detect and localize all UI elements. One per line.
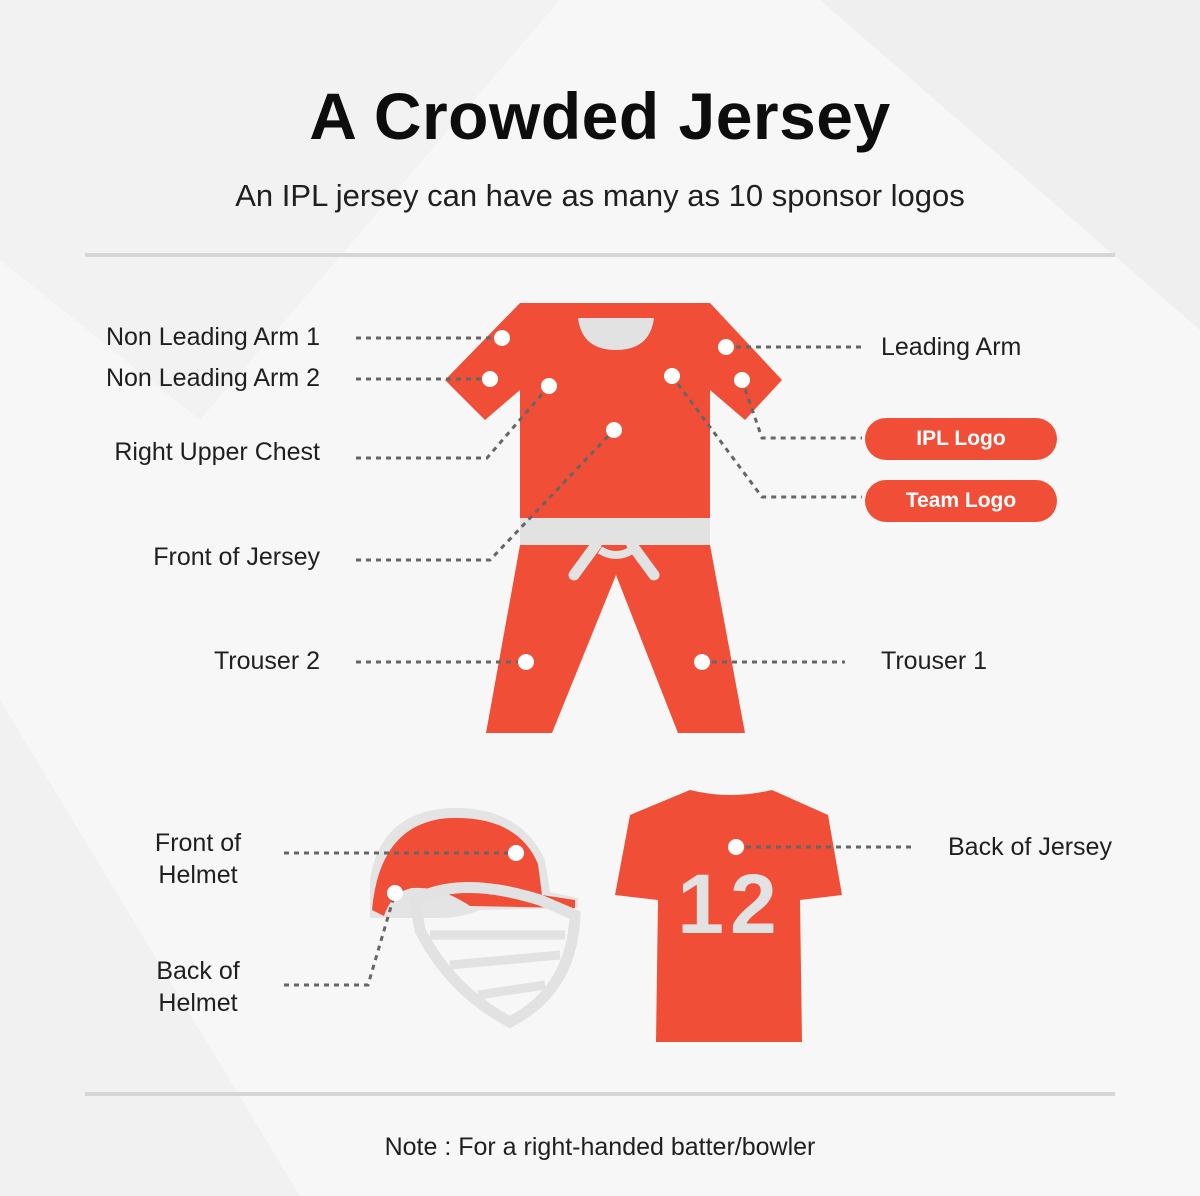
dot-non-leading-arm-1 <box>494 330 510 346</box>
label-front-of-helmet: Front of Helmet <box>154 829 242 889</box>
dot-ipl-logo <box>734 372 750 388</box>
dot-back-of-helmet <box>387 885 403 901</box>
team-logo-pill: Team Logo <box>865 480 1057 522</box>
label-non-leading-arm-1: Non Leading Arm 1 <box>105 323 320 351</box>
dot-trouser-1 <box>694 654 710 670</box>
label-non-leading-arm-2: Non Leading Arm 2 <box>105 364 320 392</box>
helmet <box>370 808 578 1022</box>
ipl-logo-pill: IPL Logo <box>865 418 1057 460</box>
label-front-of-jersey: Front of Jersey <box>153 543 320 571</box>
label-trouser-1: Trouser 1 <box>881 647 988 675</box>
dot-leading-arm <box>718 339 734 355</box>
footnote: Note : For a right-handed batter/bowler <box>384 1133 816 1161</box>
label-leading-arm: Leading Arm <box>881 333 1022 361</box>
dot-back-of-jersey <box>728 839 744 855</box>
dot-team-logo <box>664 368 680 384</box>
trouser-waistband <box>520 518 710 545</box>
trousers <box>486 545 745 733</box>
jersey-number: 12 <box>677 857 783 951</box>
back-jersey <box>615 790 842 1042</box>
label-trouser-2: Trouser 2 <box>213 647 320 675</box>
dot-right-upper-chest <box>541 378 557 394</box>
label-back-of-helmet: Back of Helmet <box>156 957 240 1017</box>
page-title: A Crowded Jersey <box>309 79 891 153</box>
page-subtitle: An IPL jersey can have as many as 10 sponsor logos <box>235 178 965 213</box>
dot-trouser-2 <box>518 654 534 670</box>
label-right-upper-chest: Right Upper Chest <box>114 438 320 466</box>
dot-front-of-helmet <box>508 845 524 861</box>
dot-front-of-jersey <box>606 422 622 438</box>
label-back-of-jersey: Back of Jersey <box>948 833 1112 861</box>
dot-non-leading-arm-2 <box>482 371 498 387</box>
